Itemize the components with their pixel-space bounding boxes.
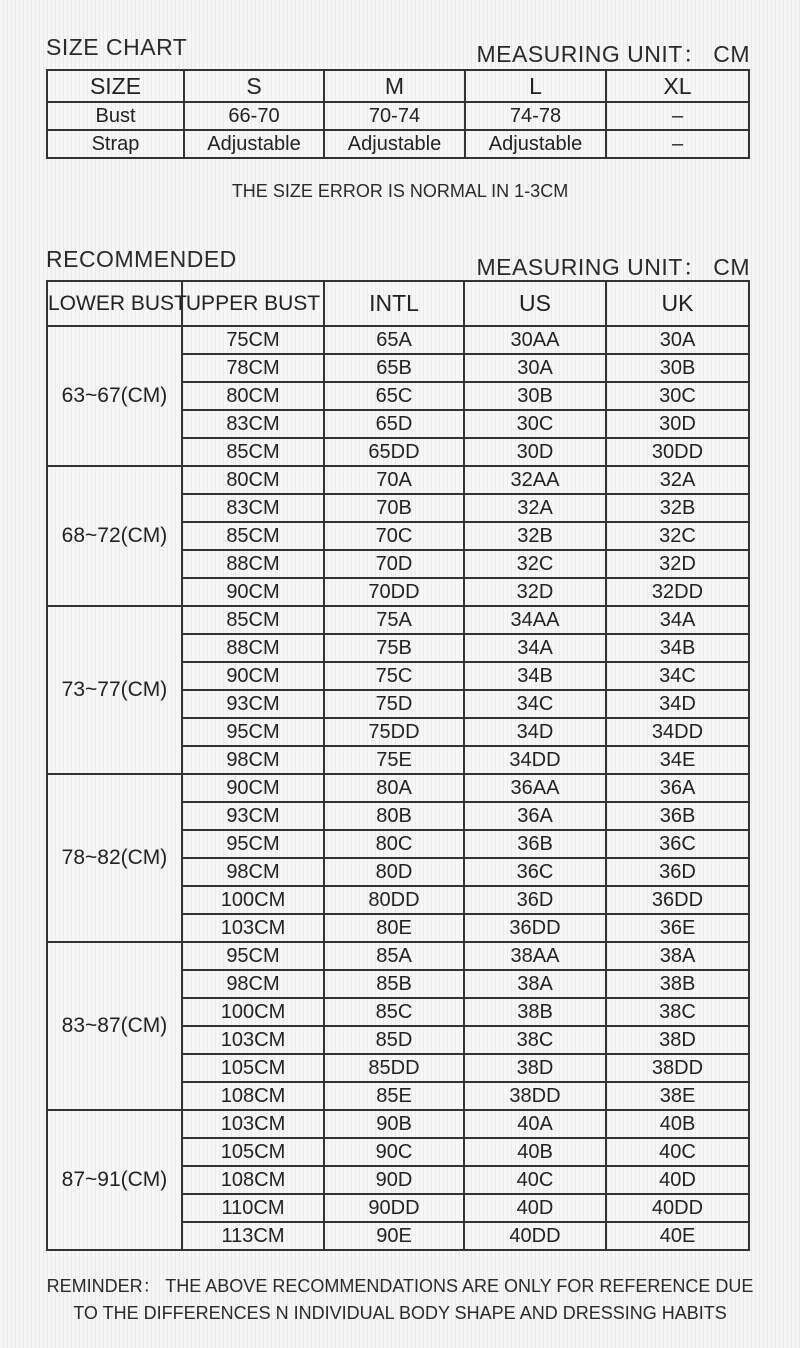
uk-size-cell: 38B [606,970,749,998]
us-size-cell: 36A [464,802,606,830]
uk-size-cell: 30D [606,410,749,438]
uk-size-cell: 32A [606,466,749,494]
upper-bust-cell: 103CM [182,1110,324,1138]
us-size-cell: 40D [464,1194,606,1222]
upper-bust-cell: 88CM [182,634,324,662]
intl-size-cell: 80DD [324,886,464,914]
us-size-cell: 38C [464,1026,606,1054]
lower-bust-range: 63~67(CM) [47,326,182,466]
uk-size-cell: 38E [606,1082,749,1110]
size-header-cell: XL [606,70,749,102]
intl-size-cell: 85A [324,942,464,970]
table-cell: – [606,130,749,158]
upper-bust-cell: 90CM [182,578,324,606]
upper-bust-cell: 113CM [182,1222,324,1250]
intl-size-cell: 65B [324,354,464,382]
upper-bust-cell: 100CM [182,998,324,1026]
upper-bust-cell: 85CM [182,606,324,634]
us-size-cell: 40B [464,1138,606,1166]
us-size-cell: 38AA [464,942,606,970]
uk-size-cell: 38DD [606,1054,749,1082]
upper-bust-cell: 83CM [182,494,324,522]
lower-bust-range: 68~72(CM) [47,466,182,606]
header-intl: INTL [324,281,464,326]
us-size-cell: 30AA [464,326,606,354]
upper-bust-cell: 95CM [182,718,324,746]
intl-size-cell: 90C [324,1138,464,1166]
header-us: US [464,281,606,326]
uk-size-cell: 40E [606,1222,749,1250]
us-size-cell: 38DD [464,1082,606,1110]
us-size-cell: 36B [464,830,606,858]
us-size-cell: 32D [464,578,606,606]
uk-size-cell: 38C [606,998,749,1026]
us-size-cell: 36D [464,886,606,914]
reminder-line-1: REMINDER： THE ABOVE RECOMMENDATIONS ARE ONLY FOR REFERENCE DUE [46,1276,754,1296]
upper-bust-cell: 105CM [182,1054,324,1082]
size-chart-header-row [47,70,749,102]
table-cell: Adjustable [465,130,606,158]
uk-size-cell: 36A [606,774,749,802]
lower-bust-range: 87~91(CM) [47,1110,182,1250]
table-row [47,326,749,354]
table-cell: Adjustable [184,130,324,158]
intl-size-cell: 90E [324,1222,464,1250]
upper-bust-cell: 98CM [182,858,324,886]
us-size-cell: 34A [464,634,606,662]
intl-size-cell: 85E [324,1082,464,1110]
upper-bust-cell: 85CM [182,438,324,466]
lower-bust-range: 83~87(CM) [47,942,182,1110]
upper-bust-cell: 90CM [182,774,324,802]
uk-size-cell: 30DD [606,438,749,466]
header-lower-bust: LOWER BUST [47,281,182,326]
header-upper-bust: UPPER BUST [182,281,324,326]
table-cell: Adjustable [324,130,465,158]
upper-bust-cell: 108CM [182,1166,324,1194]
lower-bust-range: 78~82(CM) [47,774,182,942]
upper-bust-cell: 95CM [182,830,324,858]
us-size-cell: 34AA [464,606,606,634]
table-row [47,774,749,802]
size-header-cell: SIZE [47,70,184,102]
us-size-cell: 32AA [464,466,606,494]
us-size-cell: 32A [464,494,606,522]
upper-bust-cell: 98CM [182,746,324,774]
uk-size-cell: 34DD [606,718,749,746]
upper-bust-cell: 80CM [182,382,324,410]
size-header-cell: L [465,70,606,102]
intl-size-cell: 85DD [324,1054,464,1082]
table-row [47,466,749,494]
row-label: Bust [47,102,184,130]
intl-size-cell: 70DD [324,578,464,606]
uk-size-cell: 30B [606,354,749,382]
us-size-cell: 30A [464,354,606,382]
upper-bust-cell: 83CM [182,410,324,438]
uk-size-cell: 34C [606,662,749,690]
intl-size-cell: 90DD [324,1194,464,1222]
table-row [47,1110,749,1138]
us-size-cell: 40DD [464,1222,606,1250]
us-size-cell: 40A [464,1110,606,1138]
reminder-line-2: TO THE DIFFERENCES N INDIVIDUAL BODY SHAPE AND DRESSING HABITS [73,1303,727,1323]
intl-size-cell: 80D [324,858,464,886]
intl-size-cell: 85C [324,998,464,1026]
upper-bust-cell: 80CM [182,466,324,494]
uk-size-cell: 40C [606,1138,749,1166]
us-size-cell: 36DD [464,914,606,942]
upper-bust-cell: 78CM [182,354,324,382]
recommended-table-body [47,326,749,1250]
upper-bust-cell: 100CM [182,886,324,914]
table-row [47,942,749,970]
uk-size-cell: 38A [606,942,749,970]
uk-size-cell: 34E [606,746,749,774]
size-header-cell: S [184,70,324,102]
upper-bust-cell: 103CM [182,914,324,942]
table-cell: 66-70 [184,102,324,130]
intl-size-cell: 80B [324,802,464,830]
us-size-cell: 38D [464,1054,606,1082]
size-chart-title: SIZE CHART [46,34,188,60]
uk-size-cell: 30C [606,382,749,410]
us-size-cell: 40C [464,1166,606,1194]
table-cell: – [606,102,749,130]
size-header-cell: M [324,70,465,102]
us-size-cell: 32C [464,550,606,578]
intl-size-cell: 65DD [324,438,464,466]
table-cell: 70-74 [324,102,465,130]
upper-bust-cell: 85CM [182,522,324,550]
intl-size-cell: 65D [324,410,464,438]
uk-size-cell: 30A [606,326,749,354]
intl-size-cell: 80A [324,774,464,802]
intl-size-cell: 75C [324,662,464,690]
intl-size-cell: 90B [324,1110,464,1138]
recommended-unit: MEASURING UNIT： CM [476,254,750,280]
recommended-title: RECOMMENDED [46,246,237,272]
uk-size-cell: 38D [606,1026,749,1054]
upper-bust-cell: 105CM [182,1138,324,1166]
intl-size-cell: 80E [324,914,464,942]
uk-size-cell: 34B [606,634,749,662]
row-label: Strap [47,130,184,158]
intl-size-cell: 70D [324,550,464,578]
upper-bust-cell: 103CM [182,1026,324,1054]
upper-bust-cell: 93CM [182,690,324,718]
uk-size-cell: 32DD [606,578,749,606]
recommended-table [46,280,750,1251]
intl-size-cell: 85D [324,1026,464,1054]
intl-size-cell: 70A [324,466,464,494]
uk-size-cell: 32D [606,550,749,578]
intl-size-cell: 75A [324,606,464,634]
recommended-header-row [47,281,749,326]
upper-bust-cell: 110CM [182,1194,324,1222]
intl-size-cell: 75DD [324,718,464,746]
us-size-cell: 34D [464,718,606,746]
upper-bust-cell: 98CM [182,970,324,998]
upper-bust-cell: 93CM [182,802,324,830]
size-chart-row-bust [47,102,749,130]
size-chart-table [46,69,750,159]
uk-size-cell: 36B [606,802,749,830]
uk-size-cell: 40B [606,1110,749,1138]
us-size-cell: 34DD [464,746,606,774]
upper-bust-cell: 88CM [182,550,324,578]
intl-size-cell: 75E [324,746,464,774]
intl-size-cell: 75D [324,690,464,718]
size-chart-row-strap [47,130,749,158]
lower-bust-range: 73~77(CM) [47,606,182,774]
upper-bust-cell: 90CM [182,662,324,690]
uk-size-cell: 34D [606,690,749,718]
upper-bust-cell: 75CM [182,326,324,354]
intl-size-cell: 65A [324,326,464,354]
us-size-cell: 32B [464,522,606,550]
upper-bust-cell: 108CM [182,1082,324,1110]
upper-bust-cell: 95CM [182,942,324,970]
us-size-cell: 30B [464,382,606,410]
us-size-cell: 30C [464,410,606,438]
us-size-cell: 38A [464,970,606,998]
header-uk: UK [606,281,749,326]
size-error-note: THE SIZE ERROR IS NORMAL IN 1-3CM [231,181,569,201]
us-size-cell: 36C [464,858,606,886]
us-size-cell: 34C [464,690,606,718]
uk-size-cell: 34A [606,606,749,634]
table-cell: 74-78 [465,102,606,130]
size-chart-unit: MEASURING UNIT： CM [476,41,750,67]
uk-size-cell: 36D [606,858,749,886]
reminder-text [0,1273,800,1327]
intl-size-cell: 75B [324,634,464,662]
us-size-cell: 30D [464,438,606,466]
us-size-cell: 34B [464,662,606,690]
us-size-cell: 38B [464,998,606,1026]
uk-size-cell: 40D [606,1166,749,1194]
uk-size-cell: 36C [606,830,749,858]
table-row [47,606,749,634]
intl-size-cell: 70C [324,522,464,550]
uk-size-cell: 36E [606,914,749,942]
intl-size-cell: 70B [324,494,464,522]
uk-size-cell: 40DD [606,1194,749,1222]
intl-size-cell: 80C [324,830,464,858]
uk-size-cell: 36DD [606,886,749,914]
intl-size-cell: 90D [324,1166,464,1194]
uk-size-cell: 32B [606,494,749,522]
us-size-cell: 36AA [464,774,606,802]
intl-size-cell: 85B [324,970,464,998]
uk-size-cell: 32C [606,522,749,550]
intl-size-cell: 65C [324,382,464,410]
